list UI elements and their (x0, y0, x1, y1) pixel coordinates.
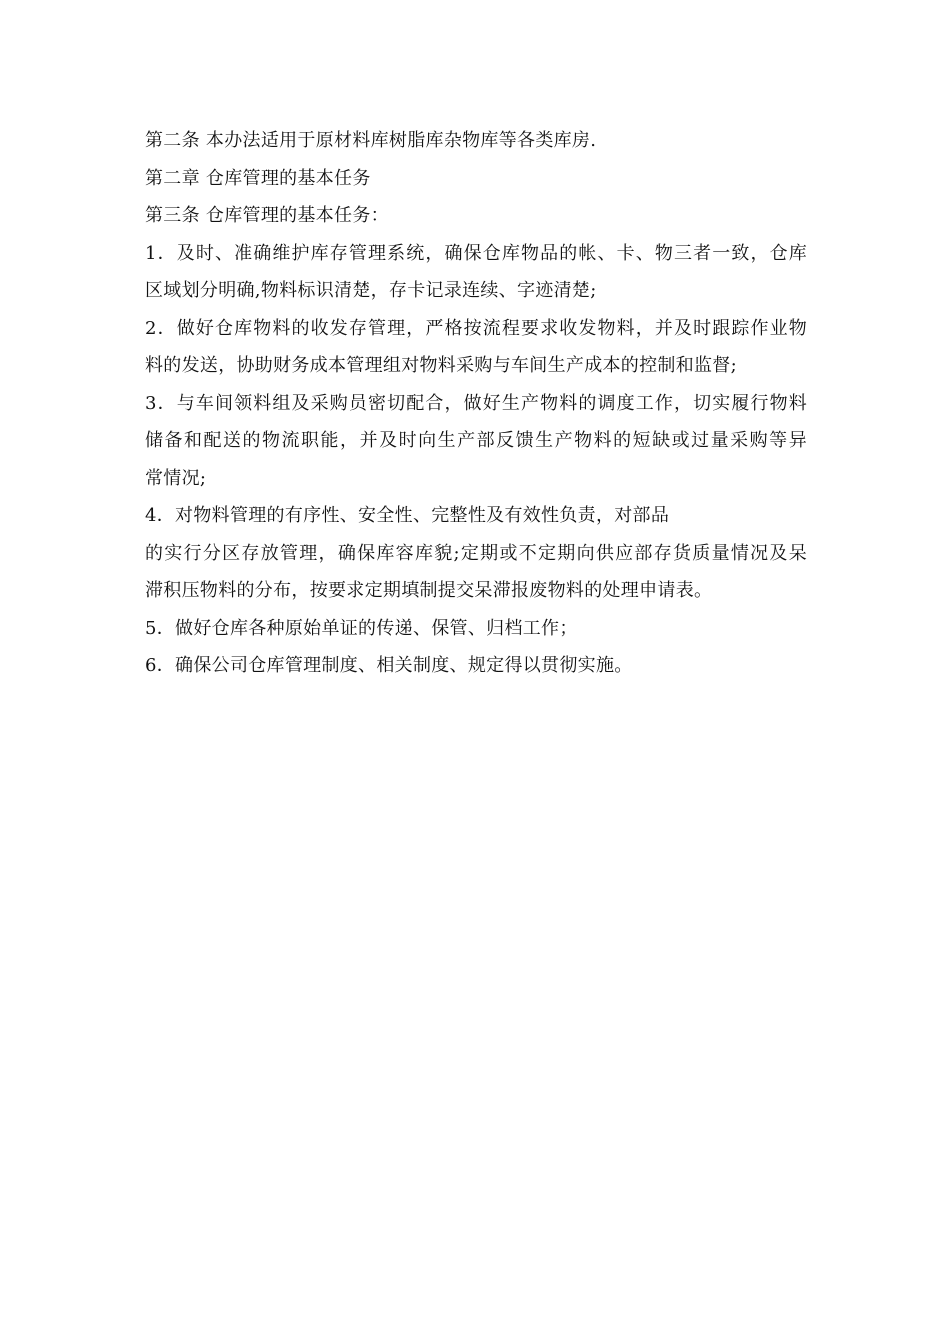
item-2-line-2: 料的发送，协助财务成本管理组对物料采购与车间生产成本的控制和监督; (145, 355, 737, 376)
item-6-text: 6．确保公司仓库管理制度、相关制度、规定得以贯彻实施。 (145, 655, 633, 676)
item-5-text: 5．做好仓库各种原始单证的传递、保管、归档工作； (145, 617, 578, 639)
article-2-text: 第二条 本办法适用于原材料库树脂库杂物库等各类库房. (145, 130, 597, 151)
item-3-line-1: 3．与车间领料组及采购员密切配合，做好生产物料的调度工作，切实履行物料 (145, 392, 807, 414)
item-1-line-2: 区域划分明确,物料标识清楚，存卡记录连续、字迹清楚; (145, 280, 597, 301)
item-1-line-1: 1．及时、准确维护库存管理系统，确保仓库物品的帐、卡、物三者一致，仓库 (145, 242, 807, 264)
article-3-heading: 第三条 仓库管理的基本任务： (145, 205, 389, 226)
item-4-line-3: 滞积压物料的分布，按要求定期填制提交呆滞报废物料的处理申请表。 (145, 580, 713, 601)
item-4-line-1: 4．对物料管理的有序性、安全性、完整性及有效性负责，对部品 (145, 505, 670, 526)
item-3-line-3: 常情况; (145, 467, 207, 489)
item-4-line-2: 的实行分区存放管理，确保库容库貌;定期或不定期向供应部存货质量情况及呆 (145, 542, 807, 564)
chapter-2-heading: 第二章 仓库管理的基本任务 (145, 167, 371, 189)
item-3-line-2: 储备和配送的物流职能，并及时向生产部反馈生产物料的短缺或过量采购等异 (145, 430, 807, 451)
document-body (145, 122, 815, 685)
item-2-line-1: 2．做好仓库物料的收发存管理，严格按流程要求收发物料，并及时跟踪作业物 (145, 317, 807, 339)
